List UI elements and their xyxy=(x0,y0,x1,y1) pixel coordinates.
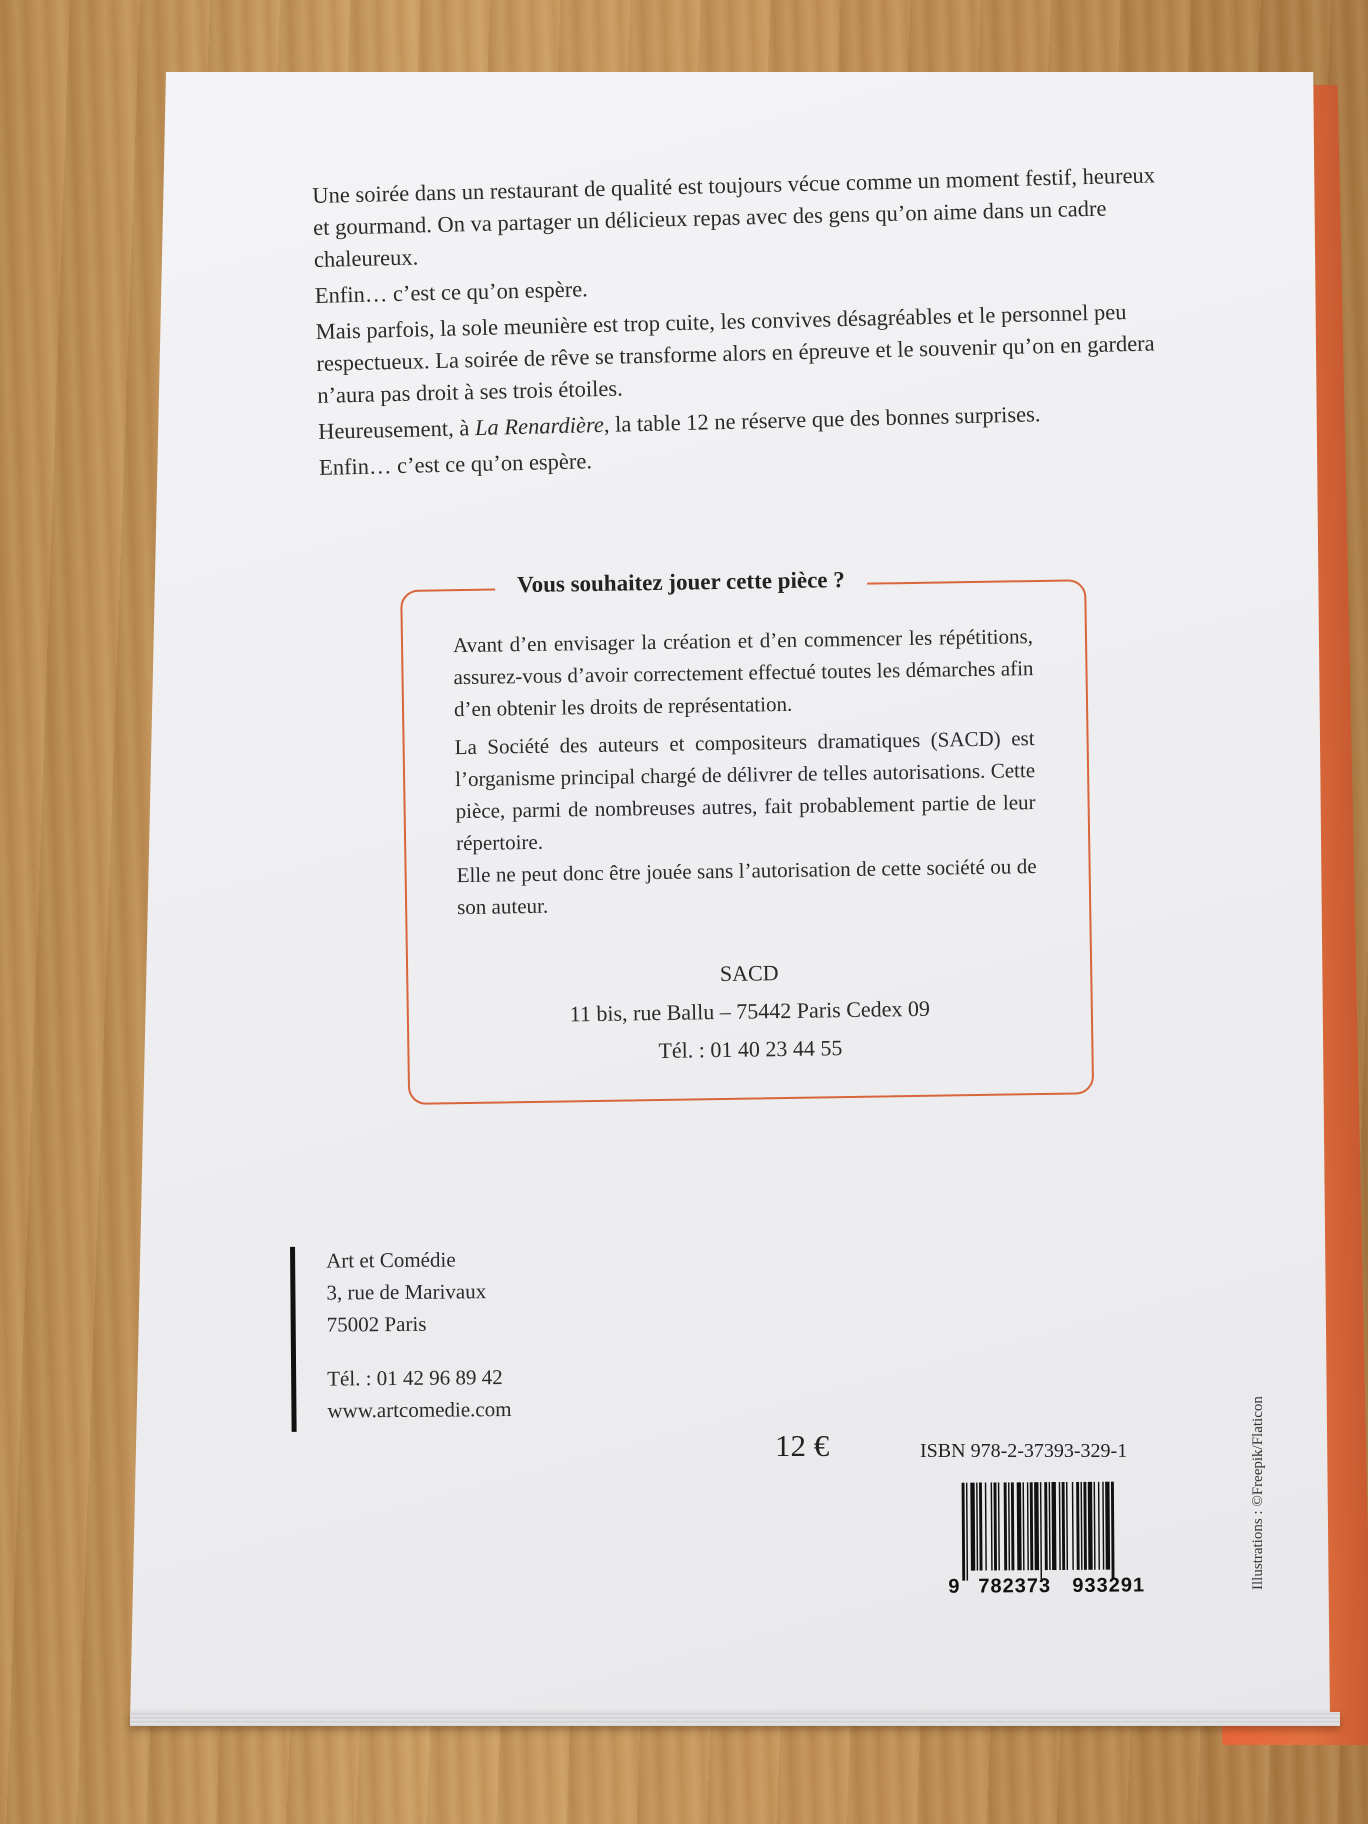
barcode-bar xyxy=(962,1483,966,1581)
barcode-bar xyxy=(985,1482,987,1570)
blurb-paragraph-3: Mais parfois, la sole meunière est trop cuite, les convives désagréables et le personnel peu respectueux. La soirée de rêve se transforme alors en épreuve et le souvenir qu’on en gardera n’aura pas droit à ses trois étoiles. xyxy=(315,299,1155,408)
barcode-bar xyxy=(1017,1482,1022,1570)
barcode-bar xyxy=(1051,1482,1056,1570)
blurb xyxy=(312,159,1179,488)
barcode-bar xyxy=(1022,1482,1024,1570)
barcode-bar xyxy=(1034,1482,1039,1570)
blurb-p4-start: Heureusement, à xyxy=(317,415,476,444)
barcode-bar xyxy=(1027,1482,1029,1570)
barcode-bar xyxy=(998,1482,1000,1570)
barcode-bar xyxy=(1066,1482,1068,1570)
barcode-bar xyxy=(966,1483,968,1581)
rights-paragraph-1: Avant d’en envisager la création et d’en commencer les répétitions, assurez-vous d’avoir correctement effectué toutes les démarches afin d’en obtenir les droits de représentation. xyxy=(452,624,1034,722)
barcode-bar xyxy=(1111,1482,1115,1580)
barcode-bar xyxy=(1105,1482,1110,1570)
barcode-bar xyxy=(1088,1482,1093,1570)
barcode-bar xyxy=(1059,1482,1061,1570)
publisher-phone: Tél. : 01 42 96 89 42 xyxy=(327,1365,503,1391)
blurb-p4-end: , la table 12 ne réserve que des bonnes surprises. xyxy=(603,401,1041,437)
barcode-bars xyxy=(962,1482,1115,1581)
barcode-bar xyxy=(1076,1482,1080,1570)
blurb-paragraph-1: Une soirée dans un restaurant de qualité est toujours vécue comme un moment festif, heureux et gourmand. On va partager un délicieux repas avec des gens qu’on aime dans un cadre chaleureux. xyxy=(312,162,1156,272)
sacd-address: 11 bis, rue Ballu – 75442 Paris Cedex 09 xyxy=(569,995,931,1027)
rights-paragraph-3: Elle ne peut donc être jouée sans l’autorisation de cette société ou de son auteur. xyxy=(456,854,1037,920)
sacd-contact xyxy=(406,949,1094,1074)
barcode-bar xyxy=(1004,1482,1008,1570)
barcode-bar xyxy=(1080,1482,1082,1570)
rights-box-body xyxy=(453,620,1038,929)
sacd-phone: Tél. : 01 40 23 44 55 xyxy=(658,1035,843,1063)
barcode-bar xyxy=(1011,1482,1015,1570)
blurb-paragraph-5: Enfin… c’est ce qu’on espère. xyxy=(318,448,593,480)
publisher-rule xyxy=(290,1247,297,1432)
barcode xyxy=(948,1481,1169,1598)
publisher-city: 75002 Paris xyxy=(326,1311,427,1337)
sacd-name: SACD xyxy=(719,960,779,987)
publisher-street: 3, rue de Marivaux xyxy=(326,1279,487,1305)
barcode-bar xyxy=(1094,1482,1096,1570)
barcode-left-digits: 782373 xyxy=(978,1575,1052,1598)
barcode-bar xyxy=(1098,1482,1100,1570)
barcode-bar xyxy=(1072,1482,1074,1570)
barcode-bar xyxy=(1008,1482,1010,1570)
publisher-website: www.artcomedie.com xyxy=(327,1397,512,1423)
barcode-bar xyxy=(1044,1482,1048,1570)
barcode-bar xyxy=(1049,1482,1051,1570)
barcode-bar xyxy=(976,1483,978,1571)
barcode-bar xyxy=(1062,1482,1066,1570)
barcode-bar xyxy=(994,1482,998,1570)
barcode-right-digits: 933291 xyxy=(1072,1574,1146,1597)
barcode-bar xyxy=(991,1482,993,1570)
barcode-bar xyxy=(1102,1482,1104,1570)
illustration-credit: Illustrations : ©Freepik/Flaticon xyxy=(1250,1396,1266,1590)
restaurant-name: La Renardière xyxy=(474,411,605,441)
isbn: ISBN 978-2-37393-329-1 xyxy=(920,1440,1128,1462)
barcode-bar xyxy=(1083,1482,1087,1570)
barcode-bar xyxy=(970,1483,975,1571)
rights-paragraph-2: La Société des auteurs et compositeurs dramatiques (SACD) est l’organisme principal chargé de délivrer de telles autorisations. Cette pièce, parmi de nombreuses autres, fait probablement partie de leur répertoire. xyxy=(454,726,1036,856)
rights-box-title: Vous souhaitez jouer cette pièce ? xyxy=(495,567,867,599)
barcode-bar xyxy=(1040,1482,1042,1580)
barcode-bar xyxy=(1030,1482,1034,1570)
publisher-text xyxy=(326,1243,512,1427)
price: 12 € xyxy=(775,1428,830,1463)
rights-box xyxy=(400,569,1098,1105)
barcode-bar xyxy=(979,1483,983,1571)
blurb-paragraph-2: Enfin… c’est ce qu’on espère. xyxy=(314,276,589,308)
barcode-lead-digit: 9 xyxy=(948,1575,960,1598)
publisher-name: Art et Comédie xyxy=(326,1247,456,1273)
